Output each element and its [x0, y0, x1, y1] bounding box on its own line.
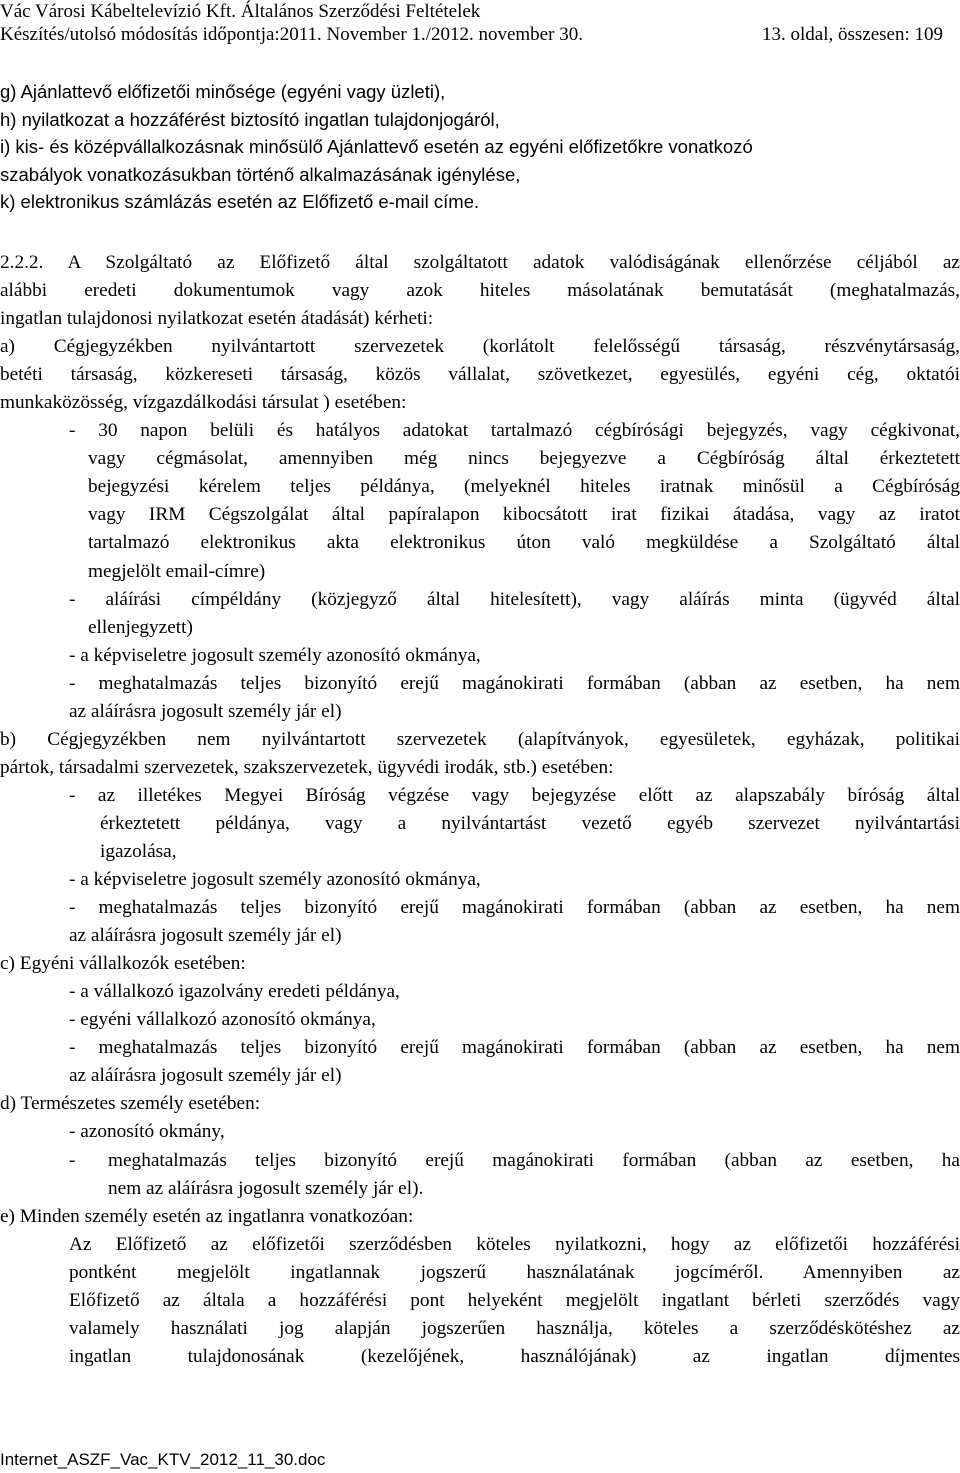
list-item: i) kis- és középvállalkozásnak minősülő Ajánlattevő esetén az egyéni előfizetőkre vonatkozó [0, 136, 753, 158]
d-heading: d) Természetes személy esetében: [0, 1093, 261, 1115]
page-footer-filename: Internet_ASZF_Vac_KTV_2012_11_30.doc [0, 1450, 326, 1469]
e-paragraph-line: valamely használati jog alapján jogszerűen használja, köteles a szerződéskötéshez az [69, 1317, 960, 1339]
b-item-1-line: igazolása, [100, 840, 177, 862]
e-paragraph-line: ingatlan tulajdonosának (kezelőjének, használójának) az ingatlan díjmentes [69, 1345, 960, 1367]
b-item-1-line: - az illetékes Megyei Bíróság végzése vagy bejegyzése előtt az alapszabály bíróság által [69, 784, 960, 806]
e-paragraph-line: Előfizető az általa a hozzáférési pont helyeként megjelölt ingatlant bérleti szerződés vagy [69, 1289, 960, 1311]
b-heading-line: pártok, társadalmi szervezetek, szakszervezetek, ügyvédi irodák, stb.) esetében: [0, 756, 614, 778]
page-header [0, 0, 960, 46]
a-item-4-line: - meghatalmazás teljes bizonyító erejű magánokirati formában (abban az esetben, ha nem [69, 672, 960, 694]
a-heading-line: munkaközösség, vízgazdálkodási társulat ) esetében: [0, 392, 407, 414]
header-modified-row [0, 23, 960, 46]
section-intro-line: ingatlan tulajdonosi nyilatkozat esetén átadását) kérheti: [0, 308, 434, 330]
a-item-4-line: az aláírásra jogosult személy jár el) [69, 700, 342, 722]
b-item-1-line: érkeztetett példánya, vagy a nyilvántartást vezető egyéb szervezet nyilvántartási [100, 812, 960, 834]
a-item-3: - a képviseletre jogosult személy azonosító okmánya, [69, 644, 481, 666]
a-heading-line: a) Cégjegyzékben nyilvántartott szervezetek (korlátolt felelősségű társaság, részvénytársaság, [0, 336, 960, 358]
list-item: h) nyilatkozat a hozzáférést biztosító ingatlan tulajdonjogáról, [0, 108, 500, 130]
e-paragraph-line: pontként megjelölt ingatlannak jogszerű használatának jogcíméről. Amennyiben az [69, 1261, 960, 1283]
section-intro-line: alábbi eredeti dokumentumok vagy azok hiteles másolatának bemutatását (meghatalmazás, [0, 280, 960, 302]
d-item-2 [0, 1147, 960, 1175]
c-item-3-line: az aláírásra jogosult személy jár el) [69, 1065, 342, 1087]
a-item-1-line: tartalmazó elektronikus akta elektronikus úton való megküldése a Szolgáltató által [88, 532, 960, 554]
header-company: Vác Városi Kábeltelevízió Kft. Általános Szerződési Feltételek [0, 1, 481, 22]
section-intro-line: 2.2.2. A Szolgáltató az Előfizető által szolgáltatott adatok valódiságának ellenőrzése céljából az [0, 252, 960, 273]
d-item-2-line: nem az aláírásra jogosult személy jár el). [108, 1177, 424, 1199]
a-item-1-line: vagy cégmásolat, amennyiben még nincs bejegyezve a Cégbíróság által érkeztetett [88, 448, 960, 470]
a-item-2-line: ellenjegyzett) [88, 616, 193, 638]
c-item-3-line: - meghatalmazás teljes bizonyító erejű magánokirati formában (abban az esetben, ha nem [69, 1037, 960, 1059]
d-item-2-line: meghatalmazás teljes bizonyító erejű magánokirati formában (abban az esetben, ha [108, 1149, 960, 1171]
a-item-1-line: - 30 napon belüli és hatályos adatokat tartalmazó cégbírósági bejegyzés, vagy cégkivonat, [69, 420, 960, 442]
list-item: szabályok vonatkozásukban történő alkalmazásának igénylése, [0, 163, 521, 185]
c-heading: c) Egyéni vállalkozók esetében: [0, 953, 246, 975]
a-heading-line: betéti társaság, közkereseti társaság, közös vállalat, szövetkezet, egyesülés, egyéni cég, oktatói [0, 364, 960, 386]
a-item-1-line: megjelölt email-címre) [88, 560, 266, 582]
a-item-1-line: bejegyzési kérelem teljes példánya, (melyeknél hiteles iratnak minősül a Cégbíróság [88, 476, 960, 498]
a-item-1-line: vagy IRM Cégszolgálat által papíralapon kibocsátott irat fizikai átadása, vagy az iratot [88, 504, 960, 526]
e-paragraph-line: Az Előfizető az előfizetői szerződésben köteles nyilatkozni, hogy az előfizetői hozzáférési [69, 1233, 960, 1255]
e-heading: e) Minden személy esetén az ingatlanra vonatkozóan: [0, 1205, 414, 1227]
b-item-3-line: - meghatalmazás teljes bizonyító erejű magánokirati formában (abban az esetben, ha nem [69, 897, 960, 919]
b-item-2: - a képviseletre jogosult személy azonosító okmánya, [69, 869, 481, 891]
header-page-number: 13. oldal, összesen: 109 [762, 24, 944, 45]
c-item-2: - egyéni vállalkozó azonosító okmánya, [69, 1009, 376, 1031]
section-2-2-2 [0, 249, 960, 1371]
list-item: g) Ajánlattevő előfizetői minősége (egyéni vagy üzleti), [0, 81, 446, 102]
application-list [0, 78, 960, 216]
a-item-2-line: - aláírási címpéldány (közjegyző által hitelesített), vagy aláírás minta (ügyvéd által [69, 588, 960, 610]
b-item-3-line: az aláírásra jogosult személy jár el) [69, 925, 342, 947]
list-item: k) elektronikus számlázás esetén az Előfizető e-mail címe. [0, 191, 480, 213]
d-item-2-dash: - [69, 1149, 76, 1171]
c-item-1: - a vállalkozó igazolvány eredeti példánya, [69, 981, 400, 1003]
header-modified-date: Készítés/utolsó módosítás időpontja:2011. November 1./2012. november 30. [0, 24, 583, 45]
b-heading-line: b) Cégjegyzékben nem nyilvántartott szervezetek (alapítványok, egyesületek, egyházak, politikai [0, 728, 960, 750]
d-item-1: - azonosító okmány, [69, 1121, 225, 1143]
